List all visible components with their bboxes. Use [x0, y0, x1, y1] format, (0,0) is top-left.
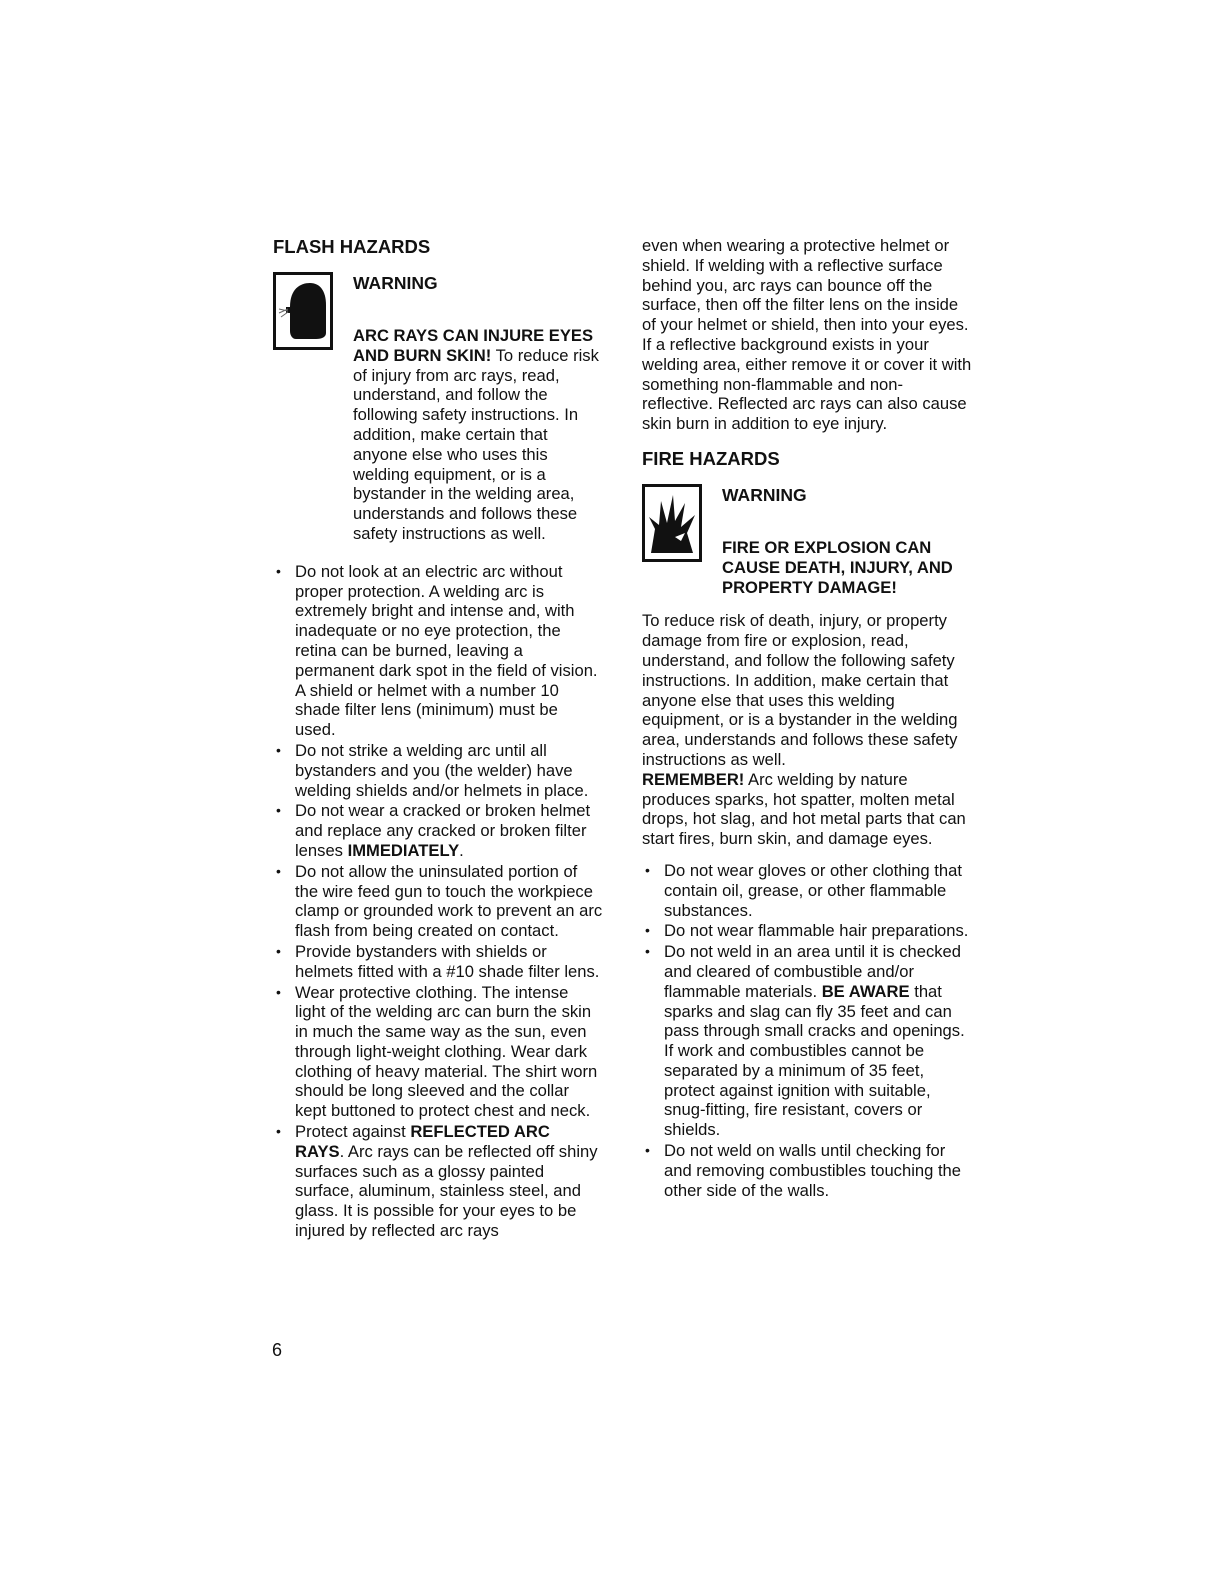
list-item: • Provide bystanders with shields or helmets fitted with a #10 shade filter lens.	[276, 941, 600, 981]
list-item: • Do not wear flammable hair preparations.	[645, 921, 969, 941]
flash-alert-rest: To reduce risk of injury from arc rays, read, understand, and follow the following safety instructions. In addition, make certain that anyone else who uses this welding equipment, or is a bystander in the welding area, understands and follows these safety instructions as well.	[353, 345, 599, 543]
flash-bullet-list	[273, 562, 603, 1241]
list-item: • Protect against REFLECTED ARC RAYS. Arc rays can be reflected off shiny surfaces such as a glossy painted surface, aluminum, stainless steel, and glass. It is possible for your eyes to be injured by reflected arc rays	[276, 1122, 598, 1241]
fire-alert-text: FIRE OR EXPLOSION CAN CAUSE DEATH, INJURY, AND PROPERTY DAMAGE!	[722, 537, 953, 597]
fire-intro-text: To reduce risk of death, injury, or property damage from fire or explosion, read, understand, and follow the following safety instructions. In addition, make certain that anyone else that uses this welding equipment, or is a bystander in the welding area, understands and follows these safety instructions as well. REMEMBER! Arc welding by nature produces sparks, hot spatter, molten metal drops, hot slag, and hot metal parts that can start fires, burn skin, and damage eyes.	[642, 611, 966, 849]
remember-label: REMEMBER!	[642, 769, 745, 789]
list-item: • Do not wear a cracked or broken helmet and replace any cracked or broken filter lenses IMMEDIATELY.	[276, 801, 591, 860]
fire-bullet-list	[642, 861, 972, 1201]
flash-warning-label: WARNING	[353, 273, 438, 293]
fire-warning-block	[642, 484, 972, 597]
fire-hazards-heading: FIRE HAZARDS	[642, 447, 780, 469]
list-item: • Do not weld in an area until it is checked and cleared of combustible and/or flammable materials. BE AWARE that sparks and slag can fly 35 feet and can pass through small cracks and openings. If work and combustibles cannot be separated by a minimum of 35 feet, protect against ignition with suitable, snug-fitting, fire resistant, covers or shields.	[645, 942, 965, 1140]
list-item: • Do not wear gloves or other clothing that contain oil, grease, or other flammable substances.	[645, 860, 962, 920]
list-item: • Do not allow the uninsulated portion of the wire feed gun to touch the workpiece clamp or grounded work to prevent an arc flash from being created on contact.	[276, 861, 603, 941]
left-column	[273, 236, 603, 1242]
flash-warning-block	[273, 272, 603, 544]
flash-hazards-heading: FLASH HAZARDS	[273, 236, 431, 257]
list-item: • Do not weld on walls until checking for and removing combustibles touching the other side of the walls.	[645, 1141, 962, 1200]
fire-warning-label: WARNING	[722, 484, 807, 505]
flash-continuation-text: even when wearing a protective helmet or shield. If welding with a reflective surface behind you, arc rays can bounce off the surface, then off the filter lens on the inside of your helmet or shield, then into your eyes. If a reflective background exists in your welding area, either remove it or cover it with something non-flammable and non-reflective. Reflected arc rays can also cause skin burn in addition to eye injury.	[642, 236, 972, 434]
list-item: • Do not look at an electric arc without proper protection. A welding arc is extremely bright and intense and, with inadequate or no eye protection, the retina can be burned, leaving a permanent dark spot in the field of vision. A shield or helmet with a number 10 shade filter lens (minimum) must be used.	[276, 561, 598, 740]
welding-helmet-icon	[273, 272, 333, 350]
list-item: • Do not strike a welding arc until all bystanders and you (the welder) have welding shields and/or helmets in place.	[276, 740, 589, 800]
explosion-icon	[642, 484, 702, 562]
right-column	[642, 236, 972, 1201]
flash-alert-bold: ARC RAYS CAN INJURE EYES AND BURN SKIN!	[353, 326, 594, 365]
page-number: 6	[272, 1340, 283, 1360]
list-item: • Wear protective clothing. The intense light of the welding arc can burn the skin in much the same way as the sun, even through light-weight clothing. Wear dark clothing of heavy material. The shirt worn should be long sleeved and the collar kept buttoned to protect chest and neck.	[276, 982, 598, 1121]
flash-alert-text	[353, 326, 603, 544]
